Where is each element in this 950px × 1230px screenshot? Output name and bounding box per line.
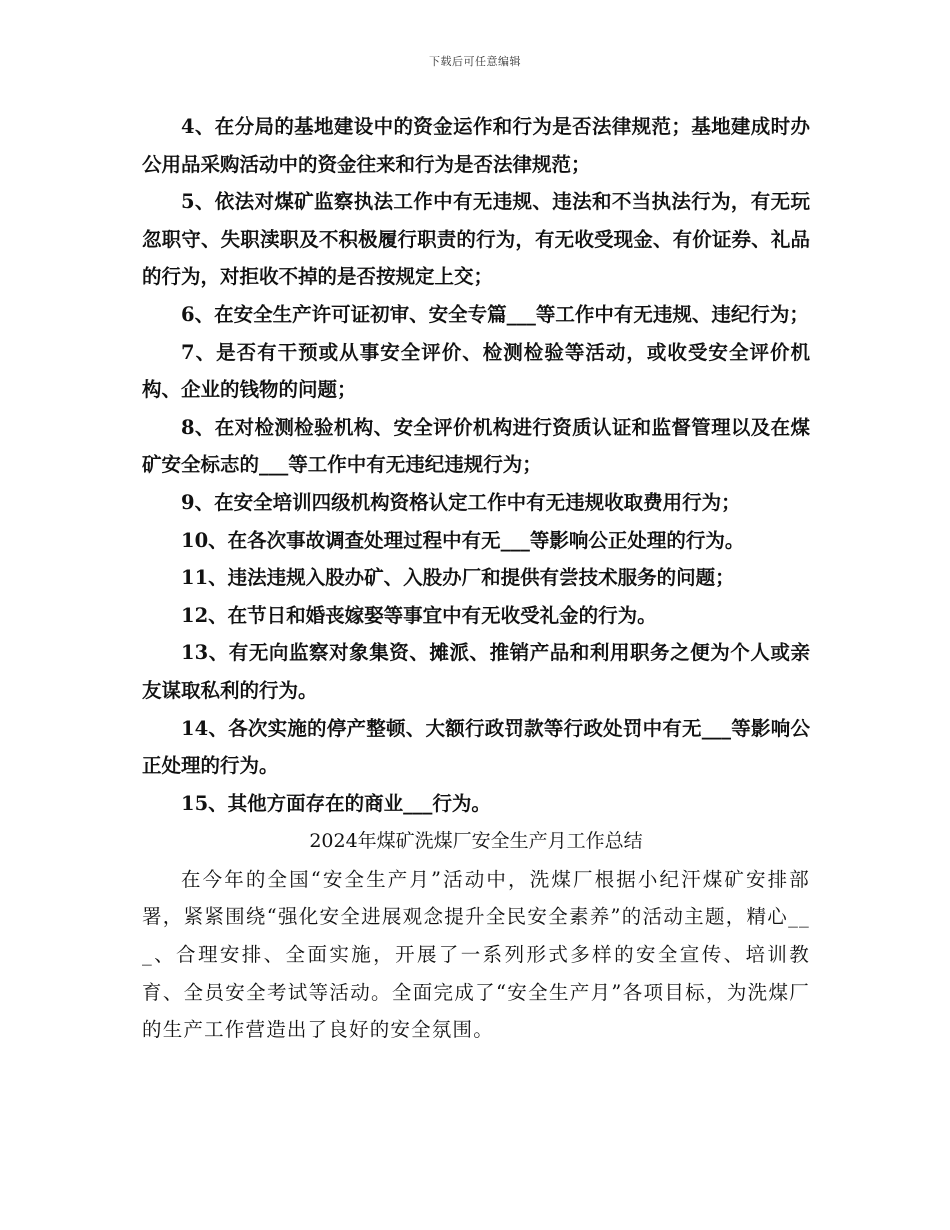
list-item-12: 12、在节日和婚丧嫁娶等事宜中有无收受礼金的行为。 (181, 603, 657, 627)
list-item-8: 8、在对检测检验机构、安全评价机构进行资质认证和监督管理以及在煤矿安全标志的___等工作中有无违纪违规行为； (142, 415, 810, 477)
list-item-11: 11、违法违规入股办矿、入股办厂和提供有尝技术服务的问题； (181, 566, 735, 590)
page-header: 下载后可任意编辑 (429, 55, 521, 68)
list-item-10: 10、在各次事故调查处理过程中有无___等影响公正处理的行为。 (181, 528, 745, 552)
list-item-13: 13、有无向监察对象集资、摊派、推销产品和利用职务之便为个人或亲友谋取私利的行为。 (142, 641, 810, 702)
section-title: 2024年煤矿洗煤厂安全生产月工作总结 (309, 830, 643, 853)
list-item-15: 15、其他方面存在的商业___行为。 (181, 791, 491, 815)
list-item-7: 7、是否有干预或从事安全评价、检测检验等活动，或收受安全评价机构、企业的钱物的问题； (142, 340, 810, 402)
list-item-5: 5、依法对煤矿监察执法工作中有无违规、违法和不当执法行为，有无玩忽职守、失职渎职及不积极履行职责的行为，有无收受现金、有价证券、礼品的行为，对拒收不掉的是否按规定上交； (142, 190, 810, 289)
list-item-6: 6、在安全生产许可证初审、安全专篇___等工作中有无违规、违纪行为； (181, 302, 809, 326)
document-body (142, 108, 810, 1049)
list-item-4: 4、在分局的基地建设中的资金运作和行为是否法律规范；基地建成时办公用品采购活动中的资金往来和行为是否法律规范； (142, 115, 810, 176)
list-item-14: 14、各次实施的停产整顿、大额行政罚款等行政处罚中有无___等影响公正处理的行为。 (142, 716, 810, 778)
list-item-9: 9、在安全培训四级机构资格认定工作中有无违规收取费用行为； (181, 490, 741, 514)
section-paragraph: 在今年的全国“安全生产月”活动中，洗煤厂根据小纪汗煤矿安排部署，紧紧围绕“强化安全进展观念提升全民安全素养”的活动主题，精心___、合理安排、全面实施，开展了一系列形式多样的安全宣传、培训教育、全员安全考试等活动。全面完成了“安全生产月”各项目标，为洗煤厂的生产工作营造出了良好的安全氛围。 (142, 867, 810, 1042)
